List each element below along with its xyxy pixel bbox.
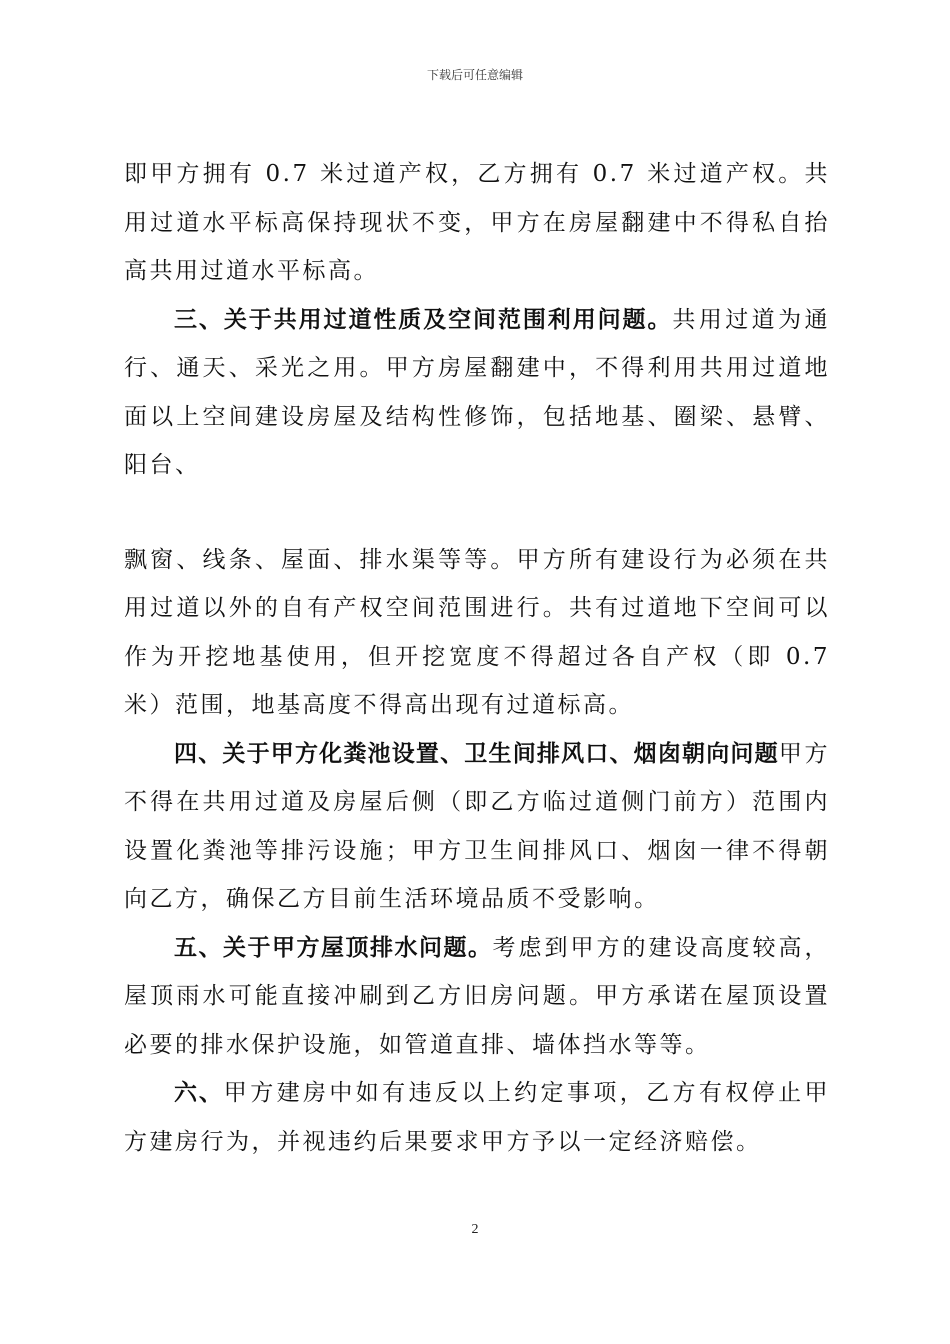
paragraph-continued: 飘窗、线条、屋面、排水渠等等。甲方所有建设行为必须在共用过道以外的自有产权空间范围进行。共有过道地下空间可以作为开挖地基使用，但开挖宽度不得超过各自产权（即 0.7 米）范围，地基高度不得高出现有过道标高。 bbox=[124, 546, 830, 718]
paragraph-section-4: 四、关于甲方化粪池设置、卫生间排风口、烟囱朝向问题甲方不得在共用过道及房屋后侧（即乙方临过道侧门前方）范围内设置化粪池等排污设施；甲方卫生间排风口、烟囱一律不得朝向乙方，确保乙方目前生活环境品质不受影响。 bbox=[124, 739, 831, 912]
section-5-heading: 五、关于甲方屋顶排水问题。 bbox=[174, 933, 493, 961]
section-4-heading: 四、关于甲方化粪池设置、卫生间排风口、烟囱朝向问题 bbox=[174, 739, 779, 767]
page-break-gap bbox=[124, 490, 830, 536]
paragraph-section-5: 五、关于甲方屋顶排水问题。考虑到甲方的建设高度较高，屋顶雨水可能直接冲刷到乙方旧房问题。甲方承诺在屋顶设置必要的排水保护设施，如管道直排、墙体挡水等等。 bbox=[124, 933, 830, 1058]
page-header: 下载后可任意编辑 bbox=[426, 68, 523, 82]
section-3-heading: 三、关于共用过道性质及空间范围利用问题。 bbox=[174, 305, 673, 333]
paragraph-section-6: 六、甲方建房中如有违反以上约定事项，乙方有权停止甲方建房行为，并视违约后果要求甲方予以一定经济赔偿。 bbox=[124, 1079, 831, 1155]
paragraph-1: 即甲方拥有 0.7 米过道产权，乙方拥有 0.7 米过道产权。共用过道水平标高保持现状不变，甲方在房屋翻建中不得私自抬高共用过道水平标高。 bbox=[124, 161, 830, 284]
document-body bbox=[124, 150, 830, 1166]
paragraph-section-3: 三、关于共用过道性质及空间范围利用问题。共用过道为通行、通天、采光之用。甲方房屋翻建中，不得利用共用过道地面以上空间建设房屋及结构性修饰，包括地基、圈梁、悬臂、阳台、 bbox=[124, 305, 831, 478]
section-6-heading: 六、 bbox=[174, 1079, 224, 1106]
page-number: 2 bbox=[471, 1222, 479, 1237]
